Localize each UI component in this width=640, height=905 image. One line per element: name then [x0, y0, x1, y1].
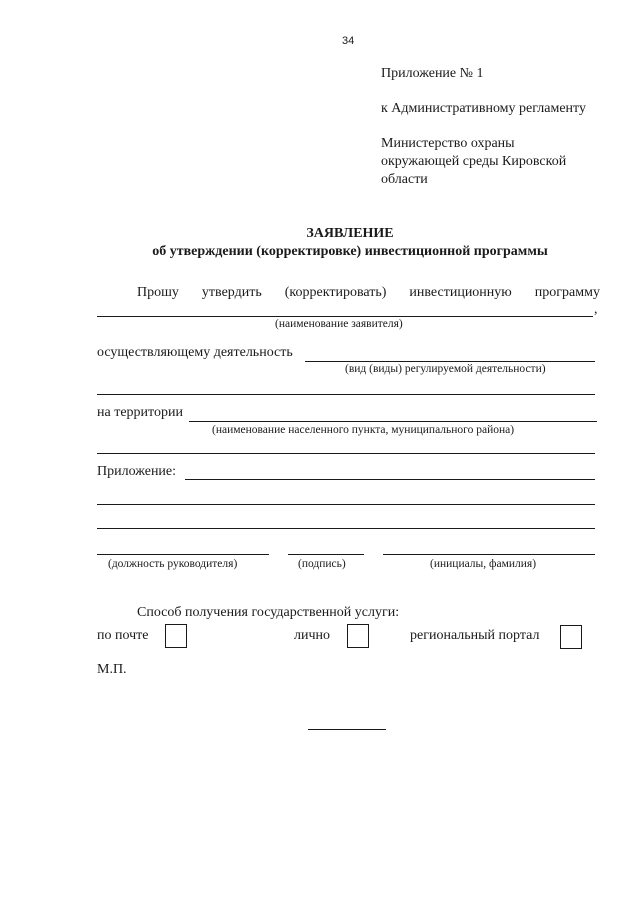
delivery-title: Способ получения государственной услуги: — [137, 605, 400, 620]
request-line — [137, 285, 600, 301]
attachment-label: Приложение: — [97, 464, 177, 479]
delivery-in-person-checkbox[interactable] — [347, 624, 369, 648]
delivery-in-person-label: лично — [294, 628, 331, 643]
applicant-comma: , — [594, 302, 598, 317]
territory-field[interactable] — [189, 421, 597, 422]
stamp-label: М.П. — [97, 662, 127, 677]
delivery-portal-label: региональный портал — [410, 628, 540, 643]
name-field[interactable] — [383, 554, 595, 555]
regulation-label: к Административному регламенту — [381, 101, 586, 116]
activity-label: осуществляющему деятельность — [97, 345, 293, 360]
signature-field[interactable] — [288, 554, 364, 555]
territory-field-continuation[interactable] — [97, 453, 595, 454]
attachment-line-3[interactable] — [97, 528, 595, 529]
ministry-line-3: области — [381, 172, 428, 187]
territory-hint: (наименование населенного пункта, муниципального района) — [212, 424, 515, 436]
document-subtitle: об утверждении (корректировке) инвестиционной программы — [152, 244, 548, 259]
applicant-field[interactable] — [97, 316, 593, 317]
territory-label: на территории — [97, 405, 183, 420]
position-field[interactable] — [97, 554, 269, 555]
name-hint: (инициалы, фамилия) — [430, 558, 537, 570]
delivery-by-mail-label: по почте — [97, 628, 149, 643]
request-word-4: инвестиционную — [409, 285, 512, 300]
request-word-1: Прошу — [137, 285, 179, 300]
ministry-line-1: Министерство охраны — [381, 136, 515, 151]
delivery-by-mail-checkbox[interactable] — [165, 624, 187, 648]
signature-hint: (подпись) — [298, 558, 346, 570]
applicant-hint: (наименование заявителя) — [275, 318, 403, 330]
attachment-line-2[interactable] — [97, 504, 595, 505]
activity-field[interactable] — [305, 361, 595, 362]
request-word-5: программу — [534, 285, 600, 300]
document-title: ЗАЯВЛЕНИЕ — [306, 226, 394, 241]
appendix-label: Приложение № 1 — [381, 66, 484, 81]
activity-hint: (вид (виды) регулируемой деятельности) — [345, 363, 546, 375]
request-word-2: утвердить — [201, 285, 262, 300]
position-hint: (должность руководителя) — [108, 558, 238, 570]
activity-field-continuation[interactable] — [97, 394, 595, 395]
page-number: 34 — [342, 35, 355, 47]
request-word-3: (корректировать) — [284, 285, 387, 300]
closing-divider — [308, 729, 386, 730]
delivery-portal-checkbox[interactable] — [560, 625, 582, 649]
ministry-line-2: окружающей среды Кировской — [381, 154, 567, 169]
attachment-field[interactable] — [185, 479, 595, 480]
